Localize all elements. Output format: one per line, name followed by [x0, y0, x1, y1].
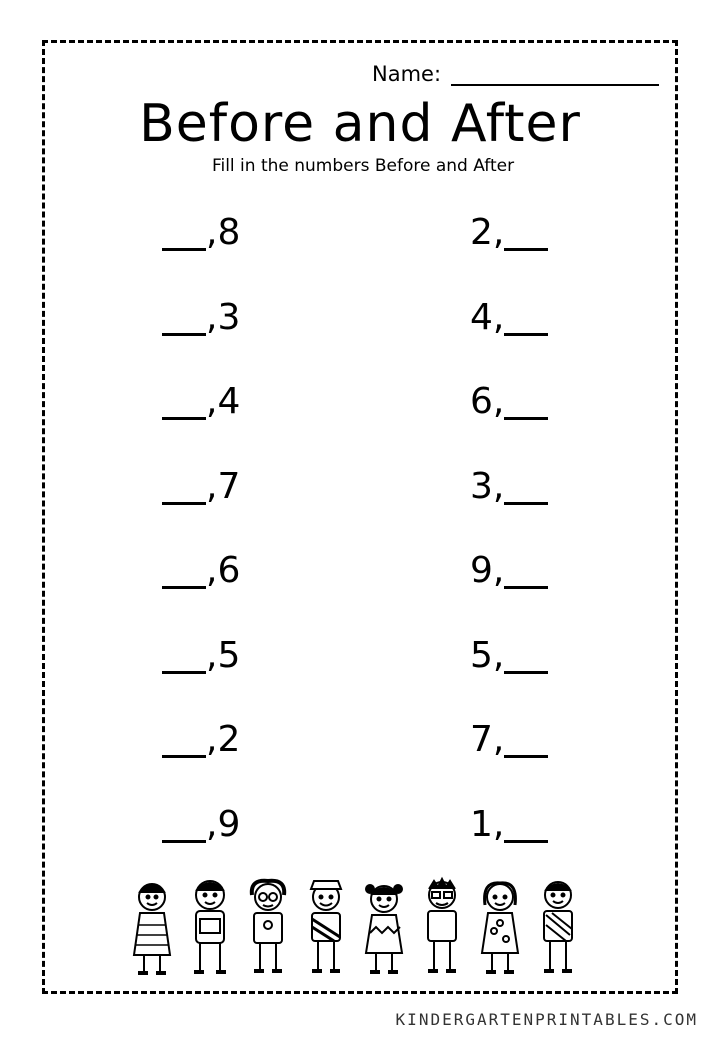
answer-blank[interactable] — [162, 804, 206, 843]
child-figure-icon — [194, 881, 226, 972]
given-number: 4 — [217, 381, 241, 422]
after-item: 6 , — [470, 381, 548, 466]
given-number: 1 — [470, 803, 493, 845]
before-item: , 7 — [162, 466, 240, 551]
answer-blank[interactable] — [504, 381, 548, 420]
after-item: 7 , — [470, 719, 548, 804]
after-item: 5 , — [470, 635, 548, 720]
given-number: 7 — [470, 719, 493, 760]
given-number: 9 — [217, 803, 241, 845]
before-item: , 4 — [162, 381, 240, 466]
before-item: , 5 — [162, 635, 240, 720]
before-item: , 8 — [162, 212, 240, 297]
answer-blank[interactable] — [504, 635, 548, 674]
worksheet-instructions: Fill in the numbers Before and After — [211, 156, 515, 176]
given-number: 5 — [217, 634, 241, 676]
name-field — [372, 62, 659, 86]
answer-blank[interactable] — [162, 212, 206, 251]
child-figure-icon — [366, 885, 402, 972]
given-number: 7 — [217, 465, 241, 507]
given-number: 3 — [217, 296, 241, 338]
before-item: , 3 — [162, 297, 240, 382]
after-item: 2 , — [470, 212, 548, 297]
child-figure-icon — [311, 881, 341, 971]
answer-blank[interactable] — [162, 635, 206, 674]
worksheet-border — [42, 40, 678, 994]
name-blank-line[interactable] — [451, 62, 659, 86]
given-number: 5 — [470, 634, 493, 676]
before-item: , 6 — [162, 550, 240, 635]
answer-blank[interactable] — [504, 297, 548, 336]
after-item: 9 , — [470, 550, 548, 635]
after-item: 4 , — [470, 297, 548, 382]
after-column — [470, 212, 548, 888]
answer-blank[interactable] — [162, 550, 206, 589]
answer-blank[interactable] — [162, 297, 206, 336]
answer-blank[interactable] — [162, 381, 206, 420]
answer-blank[interactable] — [504, 804, 548, 843]
given-number: 6 — [217, 550, 241, 591]
answer-blank[interactable] — [162, 719, 206, 758]
name-label: Name: — [372, 62, 442, 86]
given-number: 9 — [470, 550, 493, 591]
given-number: 3 — [470, 465, 493, 507]
answer-blank[interactable] — [504, 719, 548, 758]
given-number: 6 — [470, 381, 493, 422]
after-item: 1 , — [470, 804, 548, 889]
website-footer: KINDERGARTENPRINTABLES.COM — [395, 1010, 698, 1029]
child-figure-icon — [544, 882, 572, 971]
child-figure-icon — [428, 879, 456, 971]
child-figure-icon — [134, 884, 170, 973]
before-item: , 9 — [162, 804, 240, 889]
given-number: 4 — [470, 296, 493, 338]
given-number: 2 — [217, 719, 241, 760]
child-figure-icon — [252, 881, 284, 971]
answer-blank[interactable] — [504, 550, 548, 589]
children-group-illustration — [120, 875, 600, 980]
answer-blank[interactable] — [504, 212, 548, 251]
child-figure-icon — [482, 883, 518, 972]
worksheet-title: Before and After — [139, 94, 581, 154]
answer-blank[interactable] — [162, 466, 206, 505]
answer-blank[interactable] — [504, 466, 548, 505]
after-item: 3 , — [470, 466, 548, 551]
given-number: 8 — [217, 212, 241, 253]
before-column — [162, 212, 240, 888]
given-number: 2 — [470, 212, 493, 253]
before-item: , 2 — [162, 719, 240, 804]
